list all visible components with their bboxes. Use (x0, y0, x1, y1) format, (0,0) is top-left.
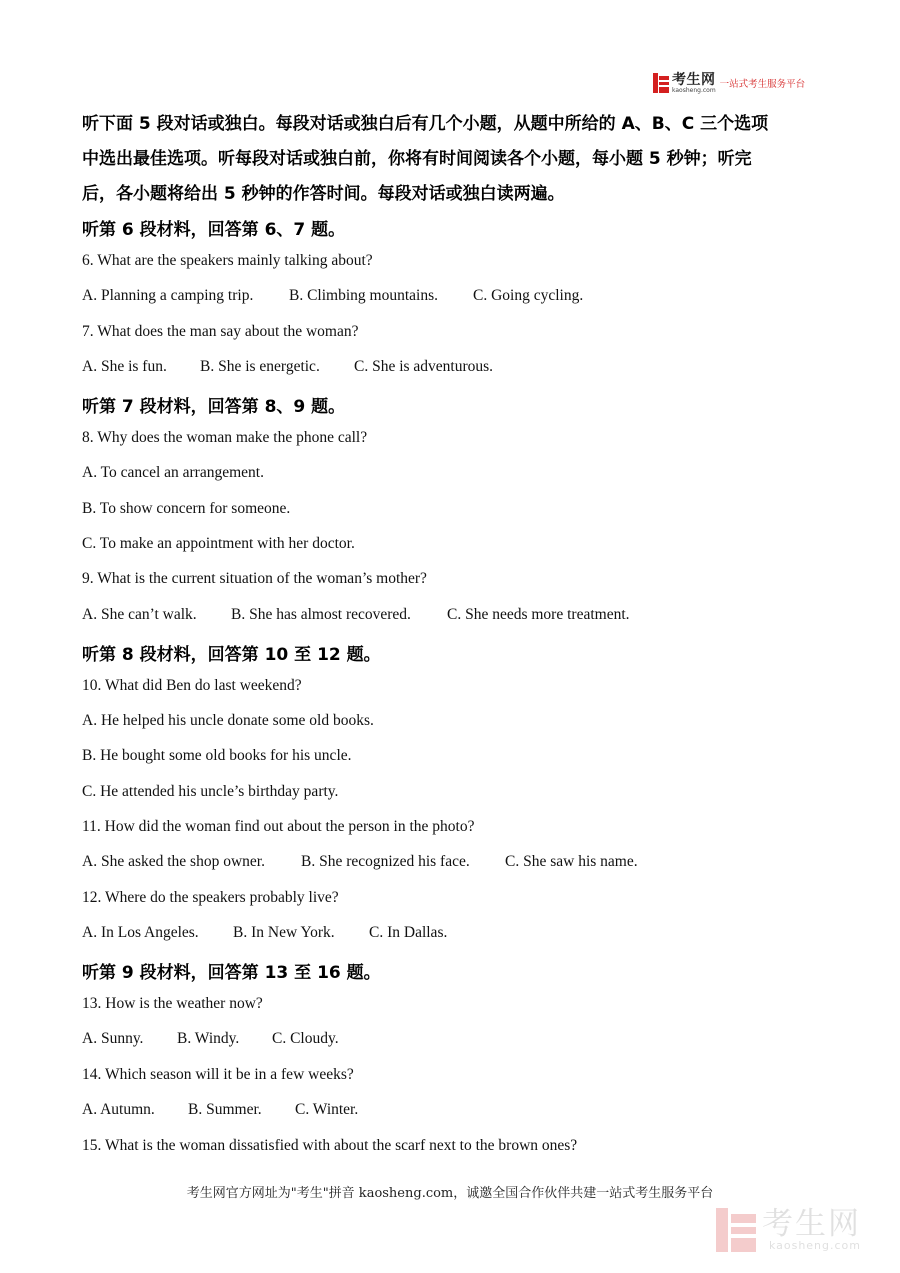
question-6-options (82, 287, 583, 305)
option-a: A. Sunny. (82, 1030, 144, 1047)
option-c: C. In Dallas. (369, 924, 448, 941)
option-b: B. She is energetic. (200, 358, 320, 375)
option-c: C. She saw his name. (505, 853, 638, 870)
option-a: A. Planning a camping trip. (82, 287, 254, 304)
question-13-options (82, 1030, 339, 1048)
question-9: 9. What is the current situation of the woman’s mother? (82, 570, 427, 587)
instructions-line-1: 听下面 5 段对话或独白。每段对话或独白后有几个小题，从题中所给的 A、B、C 三个选项 (82, 114, 769, 134)
brand-slogan: 一站式考生服务平台 (719, 79, 806, 90)
section-heading-6: 听第 6 段材料，回答第 6、7 题。 (82, 220, 346, 240)
option-c: C. She is adventurous. (354, 358, 494, 375)
option-a: A. Autumn. (82, 1101, 155, 1118)
question-8: 8. Why does the woman make the phone call? (82, 429, 368, 446)
question-10-option-c: C. He attended his uncle’s birthday party. (82, 783, 339, 800)
section-heading-9: 听第 9 段材料，回答第 13 至 16 题。 (82, 963, 381, 983)
question-8-option-a: A. To cancel an arrangement. (82, 464, 264, 481)
question-14-options (82, 1101, 358, 1119)
option-a: A. In Los Angeles. (82, 924, 199, 941)
section-heading-8: 听第 8 段材料，回答第 10 至 12 题。 (82, 645, 381, 665)
question-13: 13. How is the weather now? (82, 995, 263, 1012)
question-12: 12. Where do the speakers probably live? (82, 889, 339, 906)
option-a: A. She is fun. (82, 358, 167, 375)
header-logo (653, 72, 805, 94)
question-8-option-b: B. To show concern for someone. (82, 500, 291, 517)
question-6: 6. What are the speakers mainly talking about? (82, 252, 373, 269)
watermark-name: 考生网 (762, 1206, 861, 1242)
option-c: C. Winter. (295, 1101, 359, 1118)
question-11: 11. How did the woman find out about the person in the photo? (82, 818, 475, 835)
option-b: B. In New York. (233, 924, 335, 941)
option-a: A. She asked the shop owner. (82, 853, 265, 870)
watermark-domain: kaosheng.com (768, 1239, 861, 1252)
watermark-logo (716, 1208, 861, 1252)
watermark-icon (716, 1208, 756, 1252)
option-b: B. She recognized his face. (301, 853, 470, 870)
option-b: B. Windy. (177, 1030, 240, 1047)
question-10: 10. What did Ben do last weekend? (82, 677, 302, 694)
question-9-options (82, 606, 630, 624)
option-b: B. Climbing mountains. (289, 287, 438, 304)
question-14: 14. Which season will it be in a few weeks? (82, 1066, 354, 1083)
question-8-option-c: C. To make an appointment with her doctor. (82, 535, 355, 552)
question-7-options (82, 358, 493, 376)
question-7: 7. What does the man say about the woman? (82, 323, 359, 340)
option-a: A. She can’t walk. (82, 606, 197, 623)
option-c: C. Going cycling. (473, 287, 584, 304)
question-10-option-b: B. He bought some old books for his uncle. (82, 747, 352, 764)
option-c: C. She needs more treatment. (447, 606, 630, 623)
brand-domain: kaosheng.com (672, 86, 716, 94)
question-10-option-a: A. He helped his uncle donate some old books. (82, 712, 374, 729)
option-c: C. Cloudy. (272, 1030, 339, 1047)
section-heading-7: 听第 7 段材料，回答第 8、9 题。 (82, 397, 346, 417)
brand-logo-icon (653, 73, 669, 93)
question-11-options (82, 853, 638, 871)
option-b: B. She has almost recovered. (231, 606, 411, 623)
instructions-line-3: 后，各小题将给出 5 秒钟的作答时间。每段对话或独白读两遍。 (82, 184, 565, 204)
brand-name: 考生网 (672, 71, 716, 88)
question-15: 15. What is the woman dissatisfied with about the scarf next to the brown ones? (82, 1137, 578, 1154)
option-b: B. Summer. (188, 1101, 262, 1118)
question-12-options (82, 924, 447, 942)
instructions-line-2: 中选出最佳选项。听每段对话或独白前，你将有时间阅读各个小题，每小题 5 秒钟；听完 (82, 149, 752, 169)
page-footer: 考生网官方网址为"考生"拼音 kaosheng.com，诚邀全国合作伙伴共建一站式考生服务平台 (186, 1186, 714, 1201)
